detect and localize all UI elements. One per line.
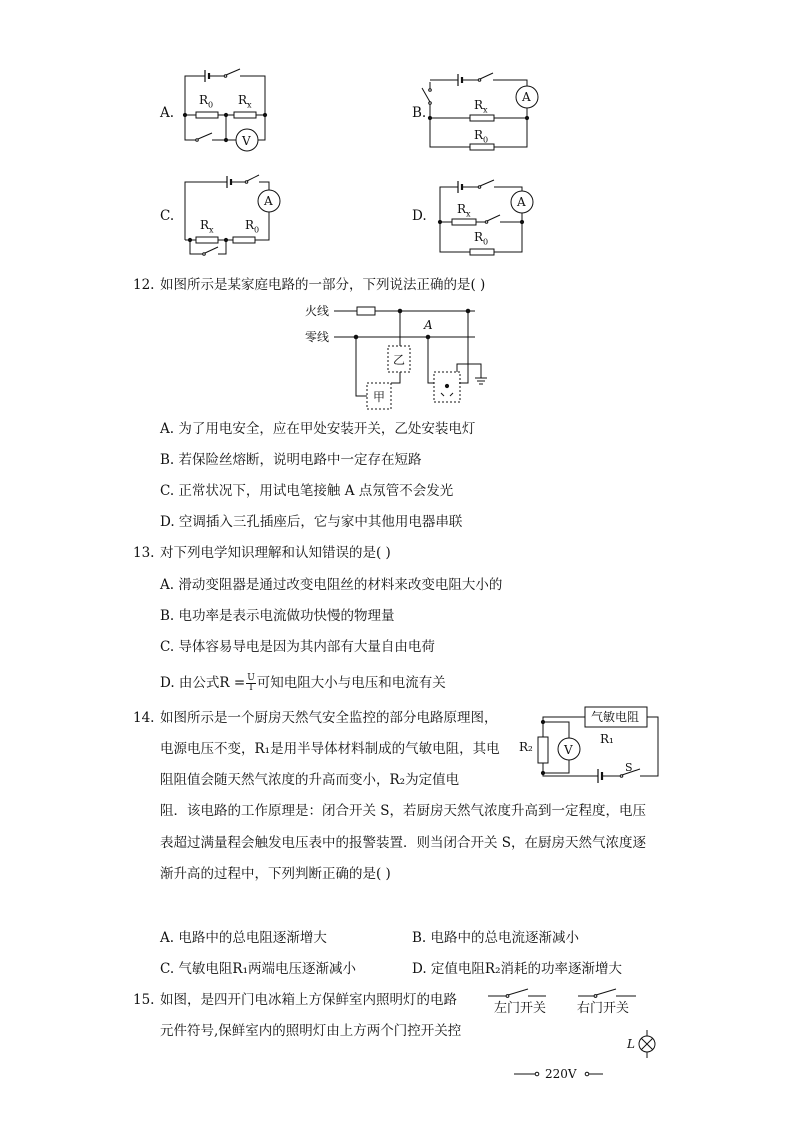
q12-number: 12.: [133, 277, 155, 293]
r0-letter: R: [199, 93, 209, 107]
lamp-label: L: [627, 1037, 635, 1051]
q11-option-c[interactable]: C.: [160, 208, 175, 224]
q11-b-r0-label: [474, 127, 488, 148]
q15-line-1: 如图，是四开门电冰箱上方保鲜室内照明灯的电路: [160, 992, 457, 1008]
q13-option-a[interactable]: A. 滑动变阻器是通过改变电阻丝的材料来改变电阻大小的: [160, 577, 503, 593]
gas-sensor-label: 气敏电阻: [591, 710, 640, 724]
q12-stem: 如图所示是某家庭电路的一部分，下列说法正确的是( ): [160, 277, 486, 293]
rx-sub: x: [247, 100, 252, 110]
q11-d-rx-label: [457, 201, 471, 222]
r0-letter: R: [474, 128, 484, 142]
r0-sub: 0: [208, 100, 214, 110]
rx-letter: R: [200, 218, 210, 232]
q13-stem: 对下列电学知识理解和认知错误的是( ): [160, 545, 391, 561]
q13-option-d[interactable]: [160, 671, 446, 695]
q11-b-rx-label: [474, 97, 488, 118]
q14-line-5: 表超过满量程会触发电压表中的报警装置．则当闭合开关 S，在厨房天然气浓度逐: [160, 835, 647, 851]
r0-sub: 0: [483, 237, 489, 247]
q11-c-rx-label: [200, 217, 214, 238]
rx-sub: x: [209, 225, 214, 235]
q11-fig-a: [183, 69, 266, 151]
q13-option-c[interactable]: C. 导体容易导电是因为其内部有大量自由电荷: [160, 639, 435, 655]
q11-option-d[interactable]: D.: [412, 208, 427, 224]
q14-option-a[interactable]: A. 电路中的总电阻逐渐增大: [160, 930, 327, 946]
q14-number: 14.: [133, 710, 155, 726]
rx-letter: R: [474, 98, 484, 112]
rx-letter: R: [238, 93, 248, 107]
q15-number: 15.: [133, 992, 155, 1008]
right-door-switch-label: 右门开关: [577, 1001, 630, 1016]
r0-sub: 0: [483, 135, 489, 145]
q13-option-b[interactable]: B. 电功率是表示电流做功快慢的物理量: [160, 608, 395, 624]
q14-line-1: 如图所示是一个厨房天然气安全监控的部分电路原理图，: [160, 710, 498, 726]
q12-option-c[interactable]: C. 正常状况下，用试电笔接触 A 点氖管不会发光: [160, 483, 454, 499]
q14-line-2: 电源电压不变，R₁是用半导体材料制成的气敏电阻，其电: [160, 741, 500, 757]
r0-letter: R: [474, 230, 484, 244]
q11-b-ammeter-label: A: [522, 90, 531, 104]
q11-option-a[interactable]: A.: [160, 105, 175, 121]
neutral-wire-label: 零线: [305, 330, 330, 344]
q14-option-c[interactable]: C. 气敏电阻R₁两端电压逐渐减小: [160, 961, 357, 977]
r1-label: R₁: [600, 732, 614, 746]
q11-fig-c: [185, 175, 280, 255]
rx-sub: x: [466, 209, 471, 219]
q11-a-r0-label: [199, 92, 213, 113]
rx-letter: R: [457, 202, 467, 216]
q15-line-2: 元件符号,保鲜室内的照明灯由上方两个门控开关控: [160, 1023, 462, 1039]
q11-c-ammeter-label: A: [264, 194, 273, 208]
q14-option-b[interactable]: B. 电路中的总电流逐渐减小: [412, 930, 580, 946]
q11-c-r0-label: [245, 217, 259, 238]
jia-label: 甲: [373, 390, 386, 404]
switch-s-label: S: [625, 761, 633, 774]
live-wire-label: 火线: [305, 304, 330, 318]
q13-number: 13.: [133, 545, 155, 561]
q12-figure: [334, 307, 487, 409]
fraction-denominator: I: [249, 683, 253, 693]
yi-label: 乙: [393, 353, 406, 367]
r2-label: R₂: [519, 740, 533, 754]
q14-voltmeter-label: V: [564, 743, 573, 757]
q11-option-b[interactable]: B.: [412, 105, 427, 121]
q13-d-prefix: D. 由公式R =: [160, 675, 246, 691]
r0-letter: R: [245, 218, 255, 232]
rx-sub: x: [483, 105, 488, 115]
q14-option-d[interactable]: D. 定值电阻R₂消耗的功率逐渐增大: [412, 961, 623, 977]
q14-line-3: 阻阻值会随天然气浓度的升高而变小，R₂为定值电: [160, 772, 460, 788]
q12-option-a[interactable]: A. 为了用电安全，应在甲处安装开关，乙处安装电灯: [160, 421, 476, 437]
q11-d-ammeter-label: A: [517, 195, 526, 209]
q14-line-6: 渐升高的过程中，下列判断正确的是( ): [160, 866, 391, 882]
point-a-label: A: [424, 318, 433, 332]
q13-d-suffix: 可知电阻大小与电压和电流有关: [256, 675, 446, 691]
q11-a-rx-label: [238, 92, 252, 113]
q12-option-d[interactable]: D. 空调插入三孔插座后，它与家中其他用电器串联: [160, 514, 463, 530]
q11-d-r0-label: [474, 229, 488, 250]
q12-option-b[interactable]: B. 若保险丝熔断，说明电路中一定存在短路: [160, 452, 422, 468]
voltage-label: 220V: [545, 1067, 577, 1081]
formula-fraction: [246, 674, 256, 693]
left-door-switch-label: 左门开关: [494, 1001, 547, 1016]
r0-sub: 0: [254, 225, 260, 235]
q14-line-4: 阻．该电路的工作原理是：闭合开关 S，若厨房天然气浓度升高到一定程度，电压: [160, 803, 647, 819]
fraction-numerator: U: [247, 673, 255, 683]
q11-a-voltmeter-label: V: [242, 134, 251, 148]
